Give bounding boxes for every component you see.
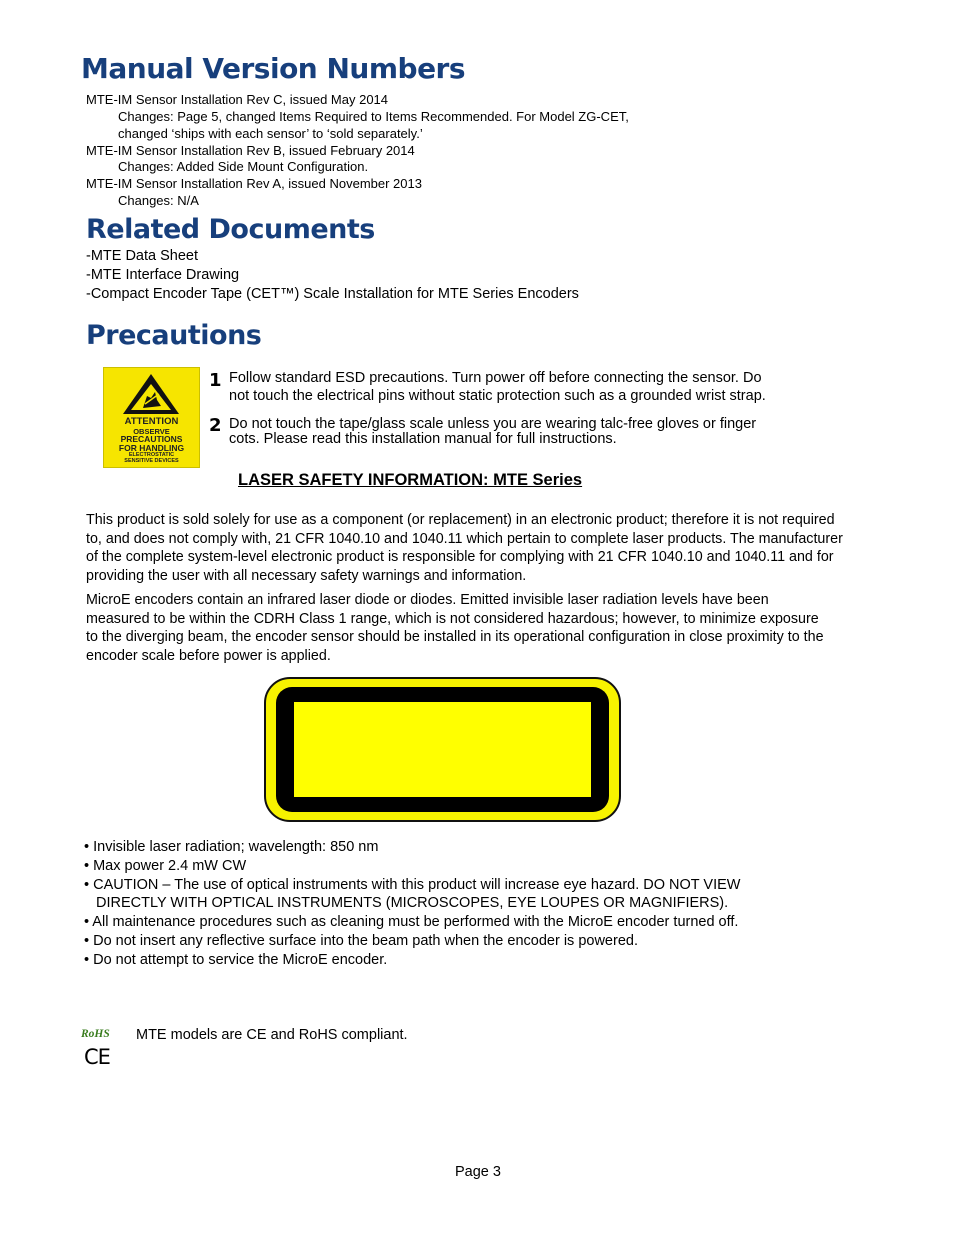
laser-placard-panel xyxy=(294,702,591,797)
esd-sensitive-devices-text: SENSITIVE DEVICES xyxy=(124,458,179,464)
precaution-number: 1 xyxy=(209,370,222,391)
esd-handling-text: FOR HANDLING xyxy=(118,443,185,453)
version-entry-change: changed ‘ships with each sensor’ to ‘sold separately.’ xyxy=(118,126,423,141)
related-document-item: -Compact Encoder Tape (CET™) Scale Installation for MTE Series Encoders xyxy=(86,286,579,302)
related-documents-heading: Related Documents xyxy=(86,214,375,245)
laser-bullet: • Do not insert any reflective surface into the beam path when the encoder is powered. xyxy=(84,933,638,949)
precaution-text: cots. Please read this installation manual for full instructions. xyxy=(229,431,617,447)
laser-safety-heading: LASER SAFETY INFORMATION: MTE Series xyxy=(238,471,583,489)
precaution-text: Follow standard ESD precautions. Turn power off before connecting the sensor. Do xyxy=(229,370,762,386)
precaution-text: not touch the electrical pins without static protection such as a grounded wrist strap. xyxy=(229,388,766,404)
esd-observe-text: OBSERVE xyxy=(133,427,170,436)
related-document-item: -MTE Data Sheet xyxy=(86,248,199,264)
laser-bullet-continuation: DIRECTLY WITH OPTICAL INSTRUMENTS (MICROSCOPES, EYE LOUPES OR MAGNIFIERS). xyxy=(96,895,729,911)
page-number: Page 3 xyxy=(455,1164,501,1180)
precaution-text: Do not touch the tape/glass scale unless you are wearing talc-free gloves or finger xyxy=(229,416,757,432)
laser-paragraph-class1: MicroE encoders contain an infrared laser diode or diodes. Emitted invisible laser radiation levels have been measured to be within the CDRH Class 1 range, which is not considered hazardous; however, to minimize exposure to the diverging beam, the encoder sensor should be installed in its operational configuration in close proximity to the encoder scale before power is applied. xyxy=(86,592,824,664)
version-entry-change: Changes: Added Side Mount Configuration. xyxy=(118,159,369,174)
version-entry-change: Changes: N/A xyxy=(118,193,199,208)
manual-versions-heading: Manual Version Numbers xyxy=(81,52,466,85)
esd-precautions-text: PRECAUTIONS xyxy=(120,434,183,444)
laser-bullet: • Do not attempt to service the MicroE encoder. xyxy=(84,952,388,968)
laser-bullet: • Invisible laser radiation; wavelength: 850 nm xyxy=(84,839,379,855)
laser-bullet: • Max power 2.4 mW CW xyxy=(84,858,247,874)
precautions-heading: Precautions xyxy=(86,320,262,351)
related-document-item: -MTE Interface Drawing xyxy=(86,267,240,283)
laser-placard-border xyxy=(276,687,609,812)
precaution-number: 2 xyxy=(209,415,222,436)
version-entry-change: Changes: Page 5, changed Items Required to Items Recommended. For Model ZG-CET, xyxy=(118,109,629,124)
laser-paragraph-compliance: This product is sold solely for use as a component (or replacement) in an electronic product; therefore it is not required to, and does not comply with, 21 CFR 1040.10 and 1040.11 which pertain to complete laser products. The manufacturer of the complete system-level electronic product is responsible for complying with 21 CFR 1040.10 and 1040.11 and for providing the user with all necessary safety warnings and information. xyxy=(86,512,843,584)
laser-bullet: • All maintenance procedures such as cleaning must be performed with the MicroE encoder turned off. xyxy=(84,914,739,930)
laser-bullet: • CAUTION – The use of optical instruments with this product will increase eye hazard. DO NOT VIEW xyxy=(84,877,741,893)
version-entry-title: MTE-IM Sensor Installation Rev B, issued February 2014 xyxy=(86,143,415,158)
esd-attention-text: ATTENTION xyxy=(124,416,179,427)
rohs-logo: RoHS xyxy=(81,1028,110,1040)
esd-warning-label xyxy=(103,367,200,468)
version-entry-title: MTE-IM Sensor Installation Rev C, issued May 2014 xyxy=(86,92,389,107)
esd-electrostatic-text: ELECTROSTATIC xyxy=(128,452,175,458)
laser-warning-placard xyxy=(264,677,621,822)
ce-mark-icon: CE xyxy=(84,1045,110,1069)
compliance-text: MTE models are CE and RoHS compliant. xyxy=(136,1027,408,1043)
esd-hand-icon xyxy=(121,372,181,416)
version-entry-title: MTE-IM Sensor Installation Rev A, issued November 2013 xyxy=(86,176,422,191)
